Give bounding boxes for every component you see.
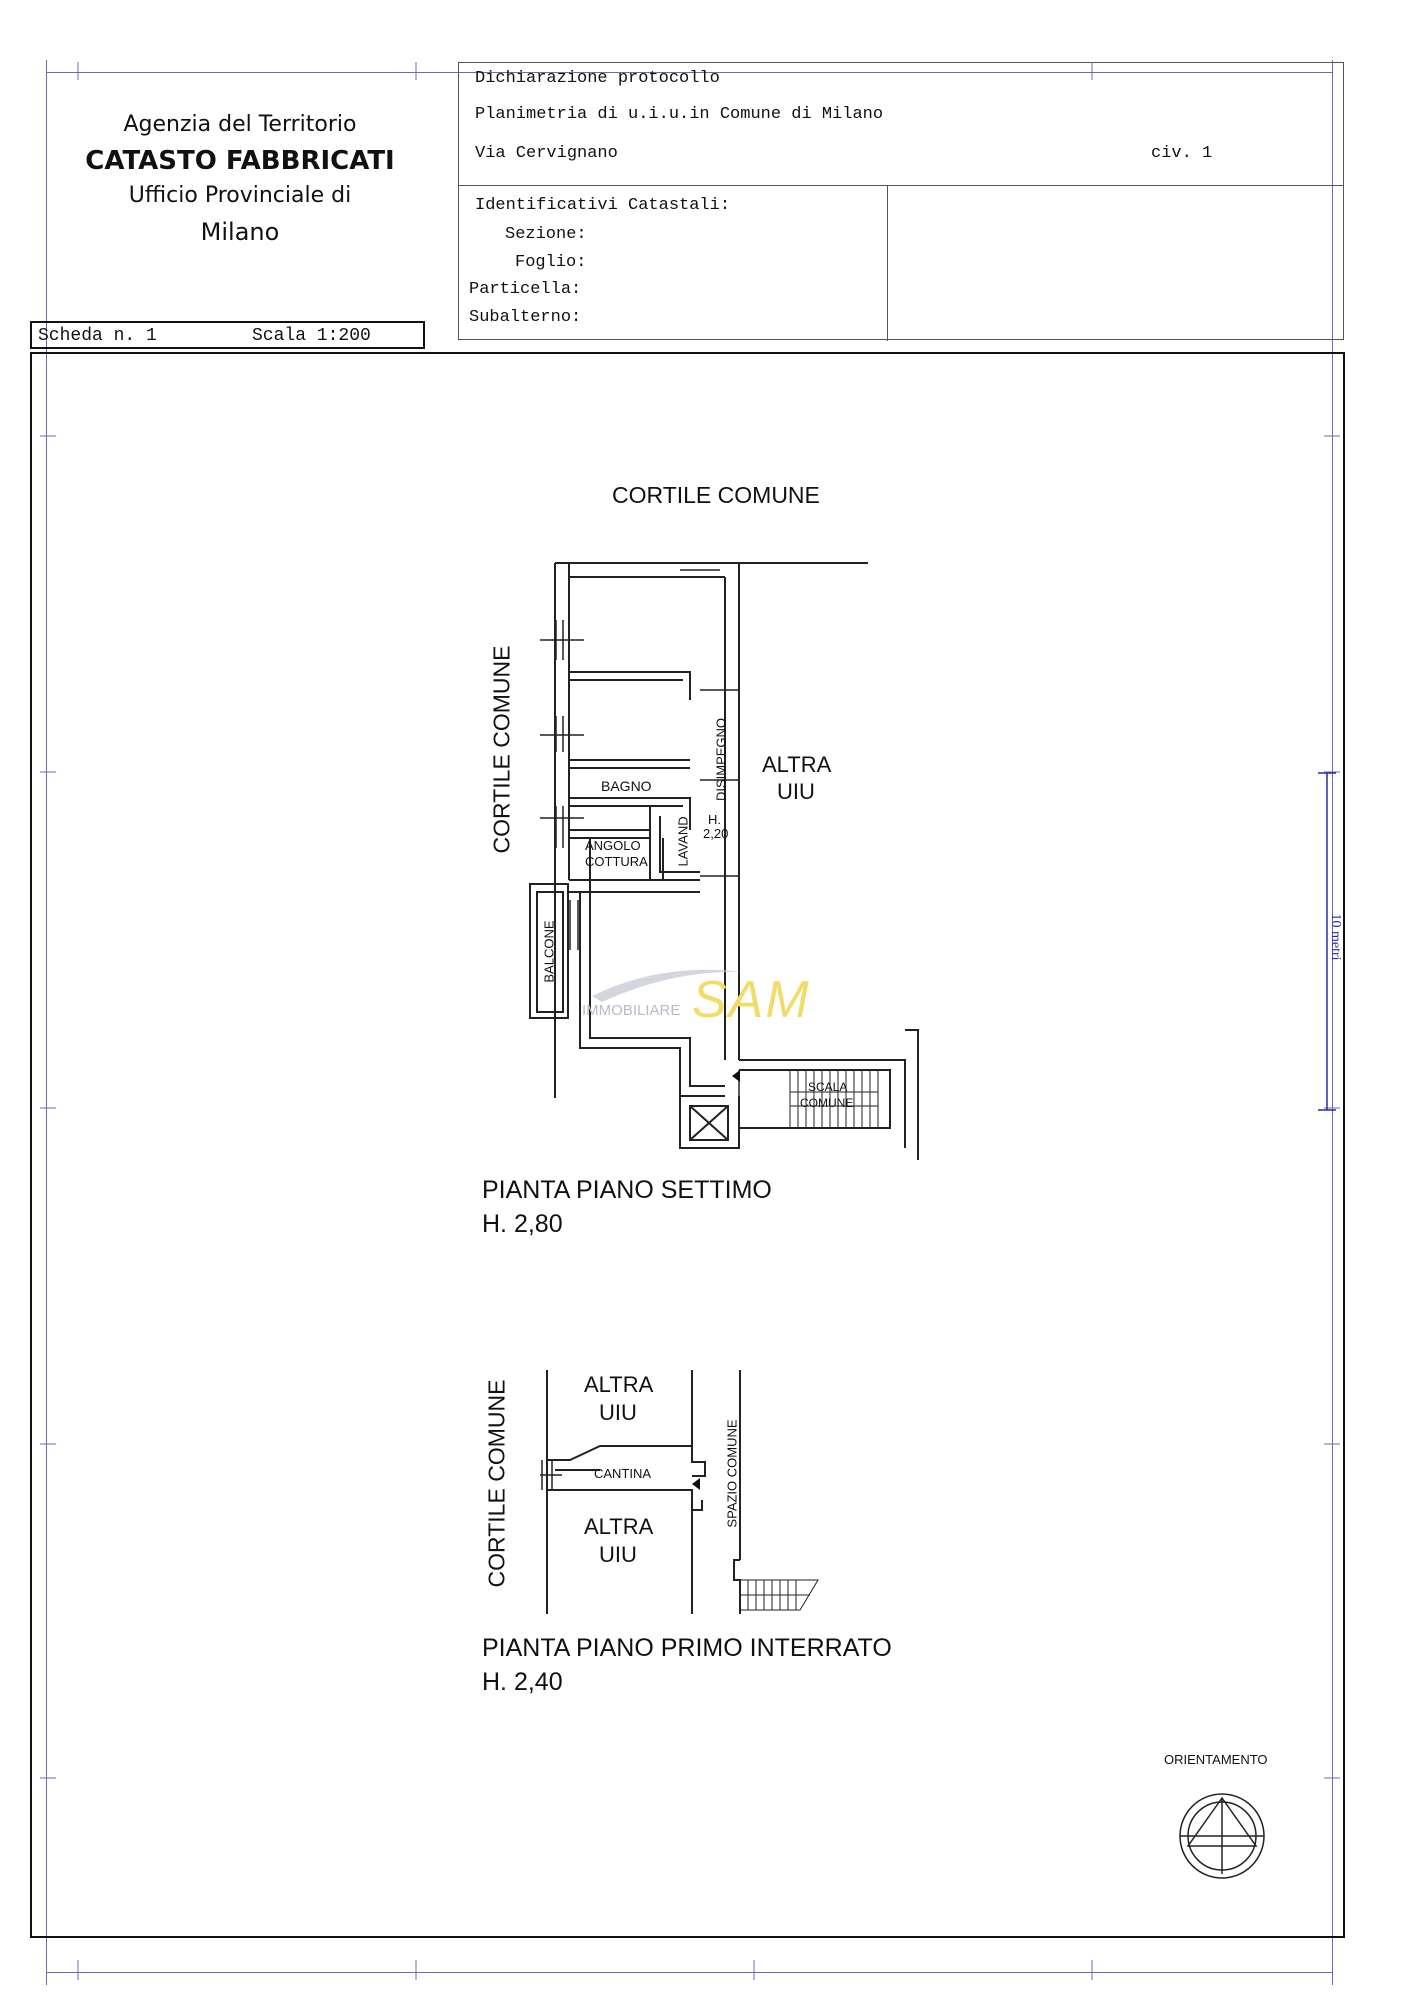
lavand-label: LAVAND bbox=[675, 816, 691, 867]
scheda-label: Scheda n. 1 bbox=[38, 326, 157, 346]
watermark-immobiliare: IMMOBILIARE bbox=[582, 1002, 681, 1019]
watermark-sam: SAM bbox=[692, 971, 811, 1029]
lower-plan-walls bbox=[547, 1370, 740, 1614]
upper-plan-title: PIANTA PIANO SETTIMO bbox=[482, 1176, 772, 1204]
city-name: Milano bbox=[200, 218, 280, 246]
civ-label: civ. 1 bbox=[1151, 144, 1213, 163]
altra-uiu-lower-bottom-2: UIU bbox=[599, 1542, 637, 1567]
scale-bar-label: 10 metri bbox=[1328, 913, 1343, 961]
bagno-label: BAGNO bbox=[601, 778, 652, 794]
dichiarazione-label: Dichiarazione protocollo bbox=[475, 69, 720, 88]
upper-plan-height: H. 2,80 bbox=[482, 1210, 563, 1238]
altra-uiu-lower-top-2: UIU bbox=[599, 1400, 637, 1425]
identificativi-label: Identificativi Catastali: bbox=[475, 196, 731, 215]
altra-uiu-lower-bottom-1: ALTRA bbox=[584, 1514, 654, 1539]
cortile-comune-top: CORTILE COMUNE bbox=[612, 482, 820, 508]
north-arrow-icon bbox=[1180, 1794, 1264, 1878]
ufficio-label: Ufficio Provinciale di bbox=[128, 183, 352, 208]
sezione-label: Sezione: bbox=[505, 225, 587, 244]
cottura-label: COTTURA bbox=[585, 854, 648, 869]
planimetria-label: Planimetria di u.i.u.in Comune di Milano bbox=[475, 105, 884, 124]
lower-plan-height: H. 2,40 bbox=[482, 1668, 563, 1696]
spazio-comune-label: SPAZIO COMUNE bbox=[724, 1419, 740, 1528]
scala-comune-line2: COMUNE bbox=[800, 1096, 854, 1110]
cantina-label: CANTINA bbox=[594, 1466, 652, 1481]
lower-plan-title: PIANTA PIANO PRIMO INTERRATO bbox=[482, 1634, 892, 1662]
lower-stair bbox=[740, 1580, 818, 1610]
cortile-comune-left-upper: CORTILE COMUNE bbox=[488, 645, 515, 854]
catasto-title: CATASTO FABBRICATI bbox=[85, 146, 395, 176]
angolo-label: ANGOLO bbox=[585, 838, 641, 853]
via-label: Via Cervignano bbox=[475, 144, 618, 163]
h-value: 2,20 bbox=[703, 826, 729, 841]
altra-uiu-upper-1: ALTRA bbox=[762, 752, 832, 777]
particella-label: Particella: bbox=[469, 280, 582, 299]
watermark bbox=[582, 962, 842, 1032]
balcone-label: BALCONE bbox=[541, 920, 557, 983]
entrance-arrow-lower bbox=[692, 1478, 700, 1490]
cortile-comune-left-lower: CORTILE COMUNE bbox=[483, 1379, 510, 1588]
scala-comune-line1: SCALA bbox=[808, 1080, 848, 1094]
altra-uiu-lower-top-1: ALTRA bbox=[584, 1372, 654, 1397]
altra-uiu-upper-2: UIU bbox=[777, 779, 815, 804]
lower-plan-details bbox=[540, 1460, 562, 1490]
orientation-label: ORIENTAMENTO bbox=[1164, 1752, 1268, 1767]
disimpegno-label: DISIMPEGNO bbox=[713, 717, 729, 802]
foglio-label: Foglio: bbox=[515, 253, 587, 272]
scala-label: Scala 1:200 bbox=[252, 326, 371, 346]
h-label: H. bbox=[708, 812, 721, 827]
agency-name: Agenzia del Territorio bbox=[123, 112, 357, 137]
entrance-arrow-upper bbox=[732, 1070, 740, 1082]
subalterno-label: Subalterno: bbox=[469, 308, 582, 327]
